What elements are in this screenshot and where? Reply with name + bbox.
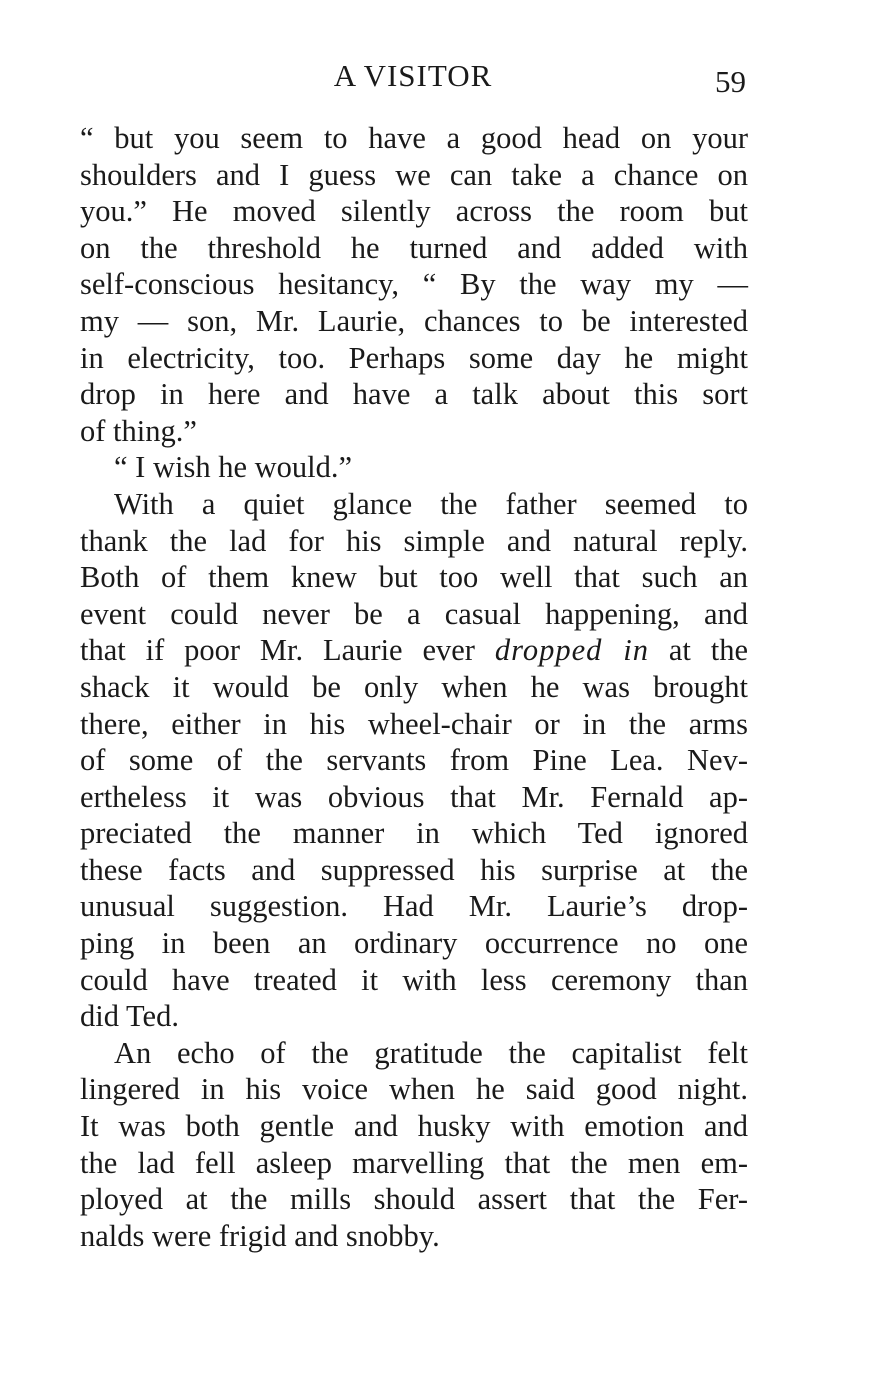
text-line: these facts and suppressed his surprise at the xyxy=(80,852,748,887)
text-line: my — son, Mr. Laurie, chances to be interested xyxy=(80,303,748,338)
text-segment: at the xyxy=(648,633,749,668)
text-line: It was both gentle and husky with emotion and xyxy=(80,1109,748,1144)
text-line-with-italic xyxy=(80,632,748,669)
text-line: “ I wish he would.” xyxy=(114,450,353,485)
text-line: on the threshold he turned and added with xyxy=(80,230,748,265)
text-line: lingered in his voice when he said good night. xyxy=(80,1072,748,1107)
text-line: self-conscious hesitancy, “ By the way my — xyxy=(80,267,748,302)
text-line: there, either in his wheel-chair or in the arms xyxy=(80,706,748,741)
text-line: the lad fell asleep marvelling that the men em- xyxy=(80,1145,748,1180)
text-line: event could never be a casual happening, and xyxy=(80,596,748,631)
text-line: ployed at the mills should assert that the Fer- xyxy=(80,1182,748,1217)
text-line: did Ted. xyxy=(80,999,179,1034)
text-line: ping in been an ordinary occurrence no one xyxy=(80,926,748,961)
text-line: could have treated it with less ceremony than xyxy=(80,962,748,997)
text-line: ertheless it was obvious that Mr. Fernald ap- xyxy=(80,779,748,814)
text-line: An echo of the gratitude the capitalist felt xyxy=(114,1035,748,1070)
text-line: Both of them knew but too well that such an xyxy=(80,560,748,595)
text-line: “ but you seem to have a good head on your xyxy=(80,121,748,155)
text-line: shoulders and I guess we can take a chance on xyxy=(80,157,748,192)
text-line: unusual suggestion. Had Mr. Laurie’s drop- xyxy=(80,889,748,924)
page-number: 59 xyxy=(715,64,746,99)
text-line: preciated the manner in which Ted ignored xyxy=(80,816,748,851)
text-line: nalds were frigid and snobby. xyxy=(80,1218,440,1253)
body-text xyxy=(80,120,748,1254)
running-title: A VISITOR xyxy=(333,58,493,93)
text-segment: that if poor Mr. Laurie ever xyxy=(80,633,495,668)
text-line: of thing.” xyxy=(80,413,197,448)
text-line: With a quiet glance the father seemed to xyxy=(114,486,748,521)
text-line: in electricity, too. Perhaps some day he might xyxy=(80,340,748,375)
text-line: of some of the servants from Pine Lea. Nev- xyxy=(80,743,748,778)
text-line: you.” He moved silently across the room but xyxy=(80,194,748,229)
running-head xyxy=(0,52,876,100)
italic-phrase: dropped in xyxy=(494,633,649,668)
text-line: thank the lad for his simple and natural reply. xyxy=(80,523,748,558)
text-line: shack it would be only when he was brought xyxy=(80,669,748,704)
text-line: drop in here and have a talk about this sort xyxy=(80,377,748,412)
